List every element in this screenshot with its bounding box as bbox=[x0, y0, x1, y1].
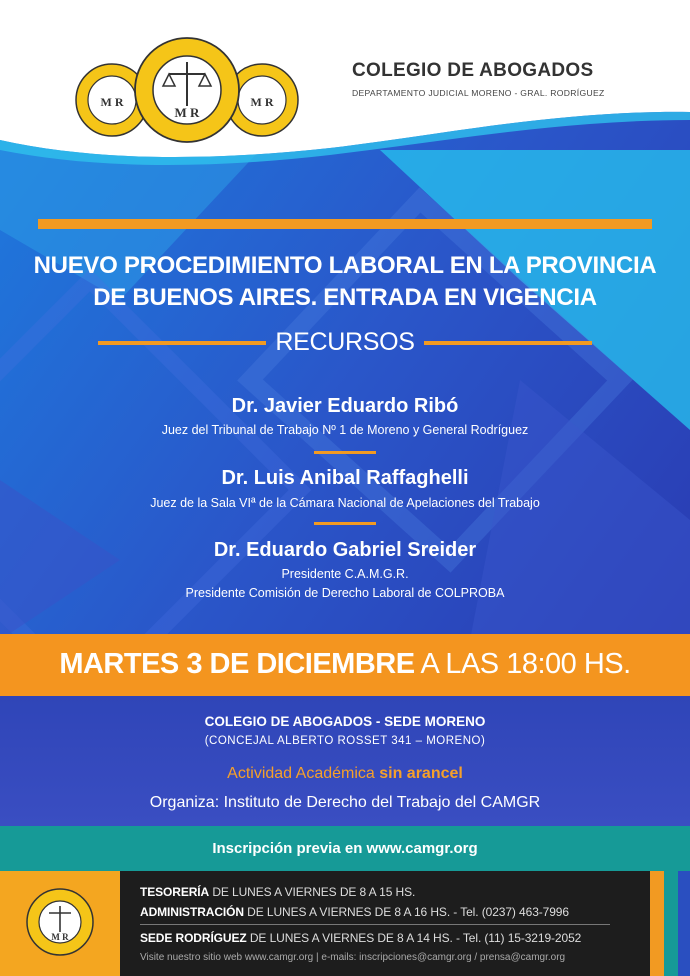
venue-name: COLEGIO DE ABOGADOS - SEDE MORENO bbox=[204, 714, 486, 729]
event-date-day: MARTES 3 DE DICIEMBRE bbox=[59, 648, 415, 680]
registration-text: Inscripción previa en www.camgr.org bbox=[212, 840, 478, 857]
footer-administracion bbox=[140, 905, 569, 919]
footer-sede-hours: DE LUNES A VIERNES DE 8 A 14 HS. - Tel. (11) 15-3219-2052 bbox=[246, 931, 582, 945]
speaker-role-3b: Presidente Comisión de Derecho Laboral de COLPROBA bbox=[185, 586, 505, 600]
speaker-name-2: Dr. Luis Anibal Raffaghelli bbox=[221, 467, 469, 489]
svg-text:M R: M R bbox=[100, 95, 124, 109]
footer-logo bbox=[22, 886, 98, 958]
speaker-name-1: Dr. Javier Eduardo Ribó bbox=[231, 395, 459, 417]
speaker-role-1: Juez del Tribunal de Trabajo Nº 1 de Moreno y General Rodríguez bbox=[161, 423, 529, 437]
title-top-bar bbox=[38, 219, 652, 229]
footer-tesoreria-label: TESORERÍA bbox=[140, 885, 210, 899]
footer-stripe-blue bbox=[678, 871, 690, 976]
colegio-logo bbox=[72, 22, 302, 147]
footer-administracion-hours: DE LUNES A VIERNES DE 8 A 16 HS. - Tel. (0237) 463-7996 bbox=[243, 905, 569, 919]
event-title bbox=[20, 250, 670, 314]
logo-center-flower bbox=[135, 38, 239, 142]
event-subtitle: RECURSOS bbox=[275, 328, 415, 356]
footer-administracion-label: ADMINISTRACIÓN bbox=[140, 905, 244, 919]
activity-note bbox=[0, 765, 690, 783]
subtitle-rule-right bbox=[424, 341, 592, 345]
footer-separator bbox=[140, 924, 610, 925]
speaker-divider-2 bbox=[314, 522, 376, 525]
organizer: Organiza: Instituto de Derecho del Trabajo del CAMGR bbox=[149, 794, 541, 811]
event-date bbox=[0, 648, 690, 681]
speaker-name-3: Dr. Eduardo Gabriel Sreider bbox=[213, 539, 477, 561]
footer-tesoreria bbox=[140, 885, 415, 899]
footer-web-contacts[interactable]: Visite nuestro sitio web www.camgr.org | e-mails: inscripciones@camgr.org / prensa@camgr.org bbox=[140, 952, 566, 963]
footer-tesoreria-hours: DE LUNES A VIERNES DE 8 A 15 HS. bbox=[209, 885, 416, 899]
org-subtitle: DEPARTAMENTO JUDICIAL MORENO - GRAL. RODRÍGUEZ bbox=[352, 88, 605, 98]
footer-sede-label: SEDE RODRÍGUEZ bbox=[140, 931, 247, 945]
activity-text: Actividad Académica bbox=[227, 765, 380, 782]
subtitle-rule-left bbox=[98, 341, 266, 345]
speaker-role-3a: Presidente C.A.M.G.R. bbox=[281, 567, 409, 581]
svg-text:M R: M R bbox=[250, 95, 274, 109]
footer-stripe-orange bbox=[650, 871, 664, 976]
org-name: COLEGIO DE ABOGADOS bbox=[352, 60, 594, 81]
svg-text:M R: M R bbox=[174, 105, 200, 120]
event-title-line-1: NUEVO PROCEDIMIENTO LABORAL EN LA PROVINCIA bbox=[33, 252, 657, 279]
speaker-divider-1 bbox=[314, 451, 376, 454]
event-title-line-2: DE BUENOS AIRES. ENTRADA EN VIGENCIA bbox=[93, 284, 597, 311]
activity-free: sin arancel bbox=[379, 765, 463, 782]
svg-text:M R: M R bbox=[51, 932, 69, 942]
venue-address: (CONCEJAL ALBERTO ROSSET 341 – MORENO) bbox=[204, 735, 486, 747]
event-date-time: A LAS 18:00 HS. bbox=[414, 648, 631, 680]
footer-sede-rodriguez bbox=[140, 931, 581, 945]
speaker-role-2: Juez de la Sala VIª de la Cámara Nacional de Apelaciones del Trabajo bbox=[150, 496, 540, 510]
footer-stripe-teal bbox=[664, 871, 678, 976]
